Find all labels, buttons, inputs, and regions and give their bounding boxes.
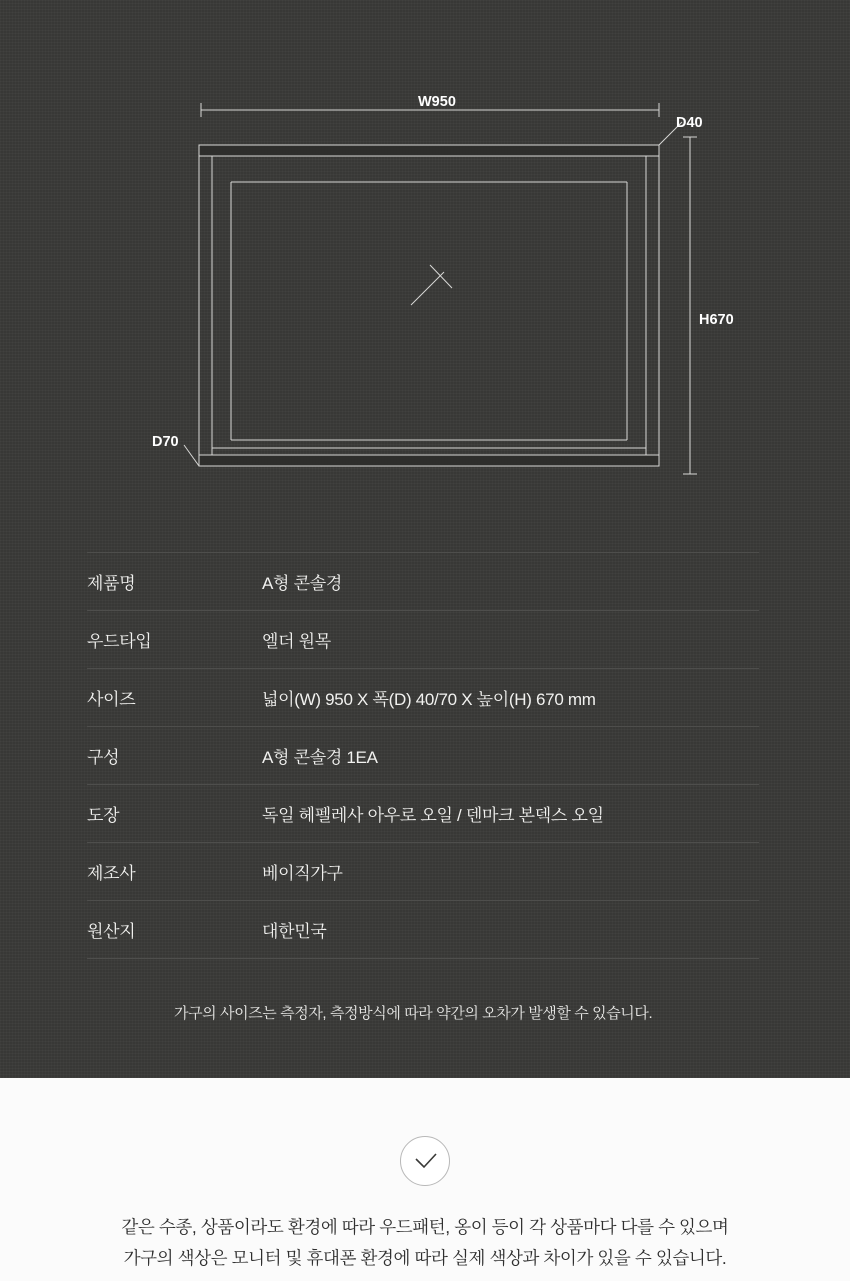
table-row [87, 901, 759, 959]
notice-line-1: 같은 수종, 상품이라도 환경에 따라 우드패턴, 옹이 등이 각 상품마다 다를 수 있으며 [121, 1217, 729, 1237]
spec-value: A형 콘솔경 [262, 574, 342, 593]
spec-value: 넓이(W) 950 X 폭(D) 40/70 X 높이(H) 670 mm [262, 690, 596, 709]
spec-label: 도장 [87, 806, 120, 825]
spec-label: 우드타입 [87, 632, 152, 651]
measurement-tolerance-note: 가구의 사이즈는 측정자, 측정방식에 따라 약간의 오차가 발생할 수 있습니다. [174, 1005, 653, 1022]
spec-label: 제조사 [87, 864, 136, 883]
product-dimension-drawing [0, 0, 850, 520]
check-icon [400, 1136, 450, 1186]
spec-label: 구성 [87, 748, 120, 767]
spec-label: 사이즈 [87, 690, 136, 709]
dimension-label-depth-top: D40 [676, 115, 703, 131]
spec-label: 제품명 [87, 574, 136, 593]
spec-label: 원산지 [87, 922, 136, 941]
spec-value: 베이직가구 [262, 864, 343, 883]
notice-line-2: 가구의 색상은 모니터 및 휴대폰 환경에 따라 실제 색상과 차이가 있을 수 있습니다. [123, 1248, 727, 1268]
table-row [87, 611, 759, 669]
spec-value: A형 콘솔경 1EA [262, 748, 378, 767]
dimension-label-depth-bottom: D70 [152, 434, 179, 450]
spec-value: 독일 헤펠레사 아우로 오일 / 덴마크 본덱스 오일 [262, 806, 604, 825]
spec-table [87, 552, 759, 959]
dimension-label-height: H670 [699, 312, 734, 328]
table-row [87, 785, 759, 843]
dimension-label-width: W950 [418, 94, 456, 110]
table-row [87, 669, 759, 727]
notice-text [0, 1212, 850, 1274]
table-row [87, 843, 759, 901]
spec-value: 엘더 원목 [262, 632, 331, 651]
table-row [87, 552, 759, 611]
spec-value: 대한민국 [262, 922, 327, 941]
table-row [87, 727, 759, 785]
